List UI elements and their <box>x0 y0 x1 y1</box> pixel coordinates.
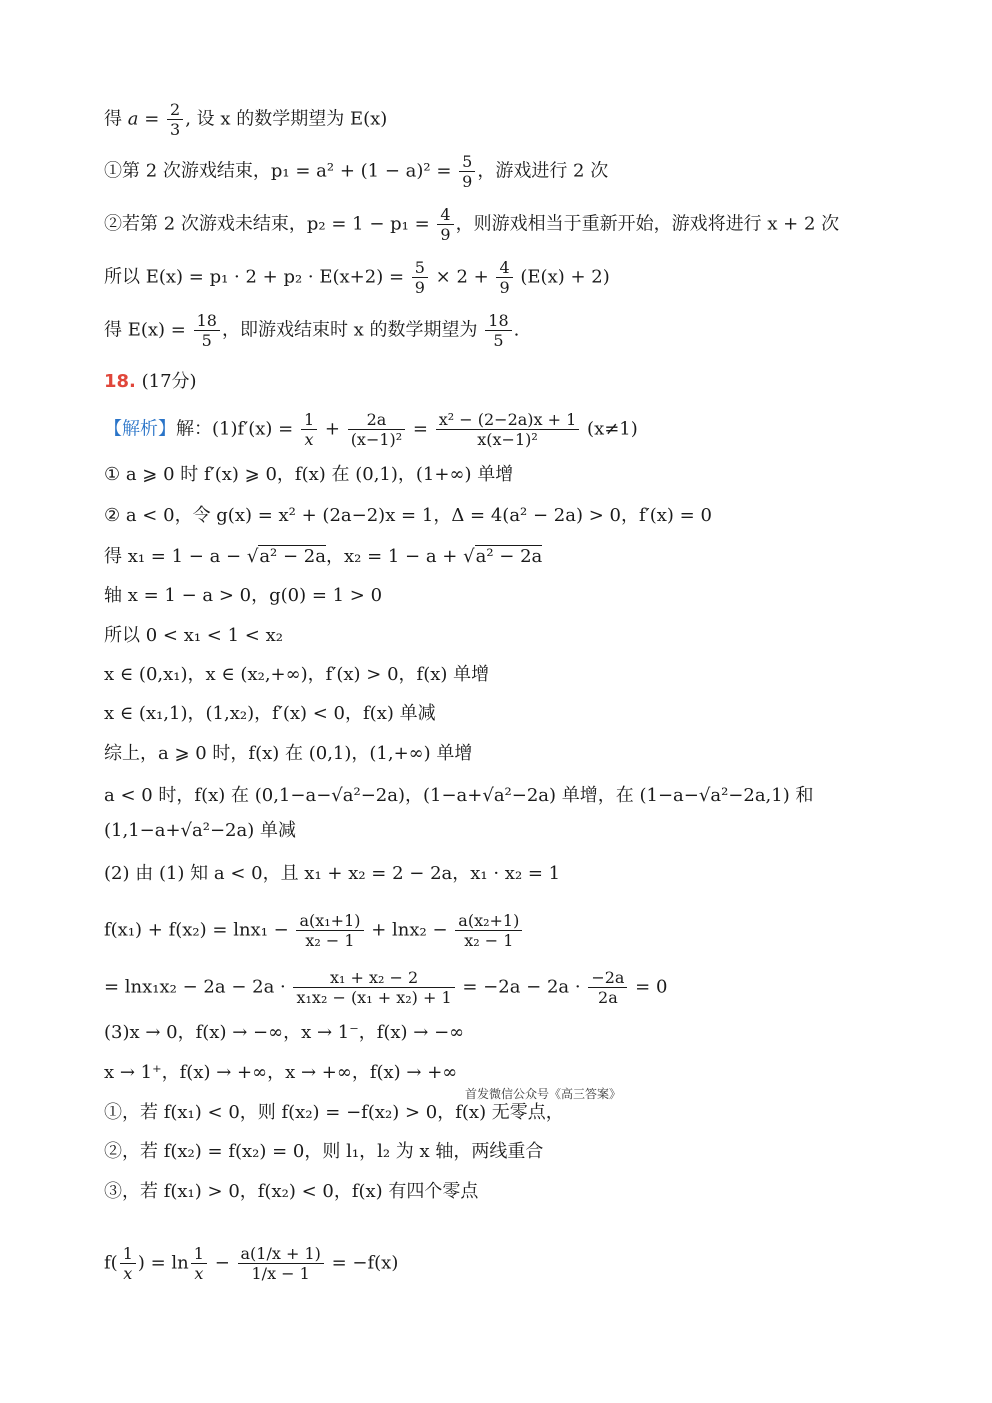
fraction <box>194 311 220 350</box>
text: f(x₁) + f(x₂) = lnx₁ − <box>104 919 295 941</box>
numerator: x₁ + x₂ − 2 <box>293 968 454 988</box>
text: f( <box>104 1252 118 1274</box>
line-sum-f <box>104 911 524 950</box>
fraction <box>496 258 512 297</box>
numerator: 4 <box>437 205 453 225</box>
numerator: a(x₂+1) <box>455 911 522 931</box>
denominator: x <box>123 1264 133 1283</box>
text: a <box>127 108 139 130</box>
denominator: x <box>194 1264 204 1283</box>
line-case-a-neg: ② a < 0，令 g(x) = x² + (2a−2)x = 1，Δ = 4(a² − 2a) > 0，f′(x) = 0 <box>104 505 712 526</box>
line-a-value <box>104 100 387 139</box>
question-number: 18. <box>104 371 136 392</box>
text: , 设 x 的数学期望为 E(x) <box>185 108 388 130</box>
numerator: 1 <box>191 1244 207 1264</box>
numerator: 1 <box>120 1244 136 1264</box>
line-roots <box>104 545 542 569</box>
denominator: 9 <box>499 278 510 297</box>
fraction <box>485 311 511 350</box>
line-decreasing: x ∈ (x₁,1)，(1,x₂)，f′(x) < 0，f(x) 单减 <box>104 703 436 724</box>
text: (x≠1) <box>581 418 638 440</box>
text: = −2a − 2a · <box>456 976 587 998</box>
text: 得 x₁ = 1 − a − √ <box>104 546 259 567</box>
denominator: 9 <box>462 172 473 191</box>
text: 得 <box>104 108 128 130</box>
numerator: 2 <box>167 100 183 120</box>
text: − <box>208 1252 236 1274</box>
text: = <box>138 108 165 130</box>
denominator: 1/x − 1 <box>251 1264 310 1283</box>
numerator: 5 <box>412 258 428 278</box>
denominator: x₁x₂ − (x₁ + x₂) + 1 <box>296 988 452 1007</box>
fraction <box>301 410 317 449</box>
fraction <box>348 410 406 449</box>
text: ，游戏进行 2 次 <box>477 160 609 182</box>
numerator: 2a <box>348 410 406 430</box>
line-increasing: x ∈ (0,x₁)，x ∈ (x₂,+∞)，f′(x) > 0，f(x) 单增 <box>104 664 490 685</box>
numerator: 4 <box>496 258 512 278</box>
denominator: 9 <box>440 225 451 244</box>
analysis-tag: 【解析】 <box>104 418 176 440</box>
denominator: x <box>304 430 314 449</box>
text: ，x₂ = 1 − a + √ <box>325 546 475 567</box>
text: . <box>513 319 520 341</box>
fraction <box>293 968 454 1007</box>
denominator: 5 <box>201 331 212 350</box>
text: 解：(1)f′(x) = <box>176 418 299 440</box>
numerator: 18 <box>485 311 511 331</box>
line-sum-result <box>104 968 667 1007</box>
text: = lnx₁x₂ − 2a − 2a · <box>104 976 292 998</box>
question-header <box>104 370 197 394</box>
line-zero-case3: ③，若 f(x₁) > 0，f(x₂) < 0，f(x) 有四个零点 <box>104 1181 479 1202</box>
numerator: 1 <box>301 410 317 430</box>
text: = −f(x) <box>325 1252 399 1274</box>
denominator: 3 <box>170 120 181 139</box>
text: ，即游戏结束时 x 的数学期望为 <box>221 319 484 341</box>
line-summary-neg-cont: (1,1−a+√a²−2a) 单减 <box>104 820 296 841</box>
numerator: 18 <box>194 311 220 331</box>
text: 所以 E(x) = p₁ · 2 + p₂ · E(x+2) = <box>104 266 410 288</box>
text: ，则游戏相当于重新开始，游戏将进行 x + 2 次 <box>455 213 840 235</box>
fraction <box>238 1244 324 1283</box>
text: 得 E(x) = <box>104 319 192 341</box>
line-expectation <box>104 258 610 297</box>
fraction <box>167 100 183 139</box>
fraction <box>437 205 453 244</box>
line-summary: 综上，a ⩾ 0 时，f(x) 在 (0,1)，(1,+∞) 单增 <box>104 743 473 764</box>
line-limits-2: x → 1⁺，f(x) → +∞，x → +∞，f(x) → +∞ <box>104 1062 458 1083</box>
fraction <box>455 911 522 950</box>
fraction <box>588 968 627 1007</box>
line-result <box>104 311 519 350</box>
text: = 0 <box>629 976 668 998</box>
denominator: x₂ − 1 <box>464 931 514 950</box>
line-limits-1: (3)x → 0，f(x) → −∞，x → 1⁻，f(x) → −∞ <box>104 1022 465 1043</box>
numerator: a(1/x + 1) <box>238 1244 324 1264</box>
line-case2 <box>104 205 839 244</box>
line-case-a-nonneg: ① a ⩾ 0 时 f′(x) ⩾ 0，f(x) 在 (0,1)，(1+∞) 单增 <box>104 464 514 485</box>
line-reciprocal <box>104 1244 398 1283</box>
line-zero-case2: ②，若 f(x₂) = f(x₂) = 0，则 l₁，l₂ 为 x 轴，两线重合 <box>104 1141 544 1162</box>
denominator: (x−1)² <box>350 430 403 449</box>
denominator: 9 <box>414 278 425 297</box>
numerator: a(x₁+1) <box>296 911 363 931</box>
text: = <box>407 418 434 440</box>
fraction <box>296 911 363 950</box>
text: + <box>319 418 346 440</box>
text: (E(x) + 2) <box>514 266 610 288</box>
numerator: 5 <box>459 152 475 172</box>
text: × 2 + <box>429 266 495 288</box>
fraction <box>412 258 428 297</box>
line-zero-case1: ①，若 f(x₁) < 0，则 f(x₂) = −f(x₂) > 0，f(x) 无零点， <box>104 1102 564 1123</box>
fraction <box>120 1244 136 1283</box>
text: ) = ln <box>137 1252 189 1274</box>
line-order: 所以 0 < x₁ < 1 < x₂ <box>104 625 283 646</box>
text: + lnx₂ − <box>365 919 454 941</box>
radicand: a² − 2a <box>475 546 543 567</box>
question-score: (17分) <box>141 371 197 392</box>
fraction <box>191 1244 207 1283</box>
denominator: x₂ − 1 <box>305 931 355 950</box>
denominator: x(x−1)² <box>477 430 538 449</box>
line-case1 <box>104 152 608 191</box>
line-axis: 轴 x = 1 − a > 0，g(0) = 1 > 0 <box>104 585 383 606</box>
fraction <box>436 410 580 449</box>
line-derivative <box>104 410 638 449</box>
text: ①第 2 次游戏结束，p₁ = a² + (1 − a)² = <box>104 160 458 182</box>
radicand: a² − 2a <box>259 546 326 567</box>
line-part2: (2) 由 (1) 知 a < 0，且 x₁ + x₂ = 2 − 2a，x₁ · x₂ = 1 <box>104 863 561 884</box>
numerator: x² − (2−2a)x + 1 <box>436 410 580 430</box>
text: ②若第 2 次游戏未结束，p₂ = 1 − p₁ = <box>104 213 436 235</box>
denominator: 5 <box>493 331 504 350</box>
watermark-text: 首发微信公众号《高三答案》 <box>465 1087 622 1101</box>
numerator: −2a <box>588 968 627 988</box>
denominator: 2a <box>598 988 618 1007</box>
line-summary-neg: a < 0 时，f(x) 在 (0,1−a−√a²−2a)，(1−a+√a²−2a) 单增，在 (1−a−√a²−2a,1) 和 <box>104 785 814 806</box>
fraction <box>459 152 475 191</box>
